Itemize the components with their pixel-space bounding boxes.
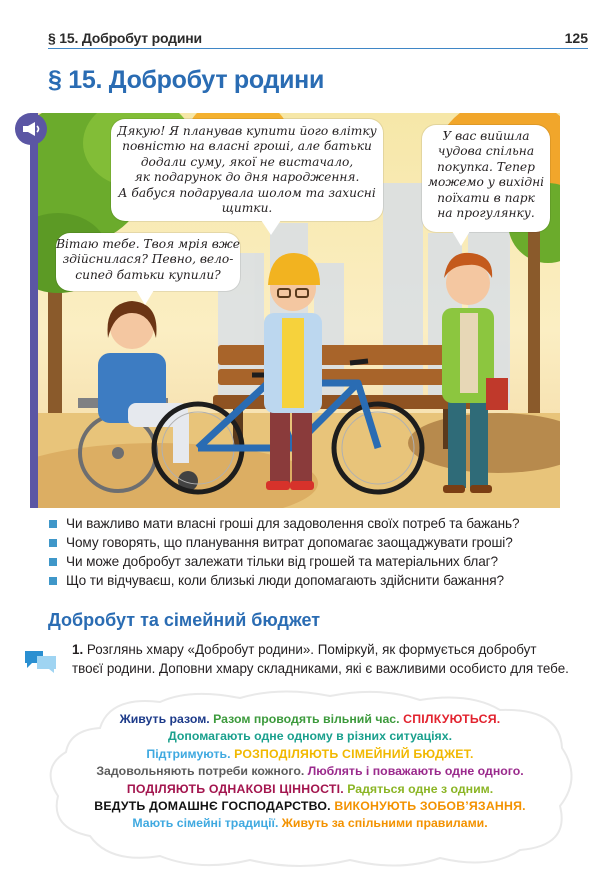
cloud-line: Задовольняють потреби кожного. Люблять і поважають одне одного. xyxy=(96,764,524,779)
question-item: Чи важливо мати власні гроші для задоволення своїх потреб та бажань? xyxy=(46,514,519,533)
bubble-line: чудова спільна xyxy=(437,144,535,159)
section-marker-bar xyxy=(30,113,38,508)
cloud-line: Допомагають одне одному в різних ситуаціях. xyxy=(168,729,452,744)
question-item: Чому говорять, що планування витрат допомагає заощаджувати гроші? xyxy=(46,533,519,552)
bullet-square-icon xyxy=(49,520,57,528)
task-number: 1. xyxy=(72,642,84,657)
cloud-line: Живуть разом. Разом проводять вільний час. СПІЛКУЮТЬСЯ. xyxy=(119,712,501,726)
bubble-line: здійснилася? Певно, вело- xyxy=(62,252,234,267)
discussion-questions xyxy=(46,514,519,590)
question-item: Чи може добробут залежати тільки від грошей та матеріальних благ? xyxy=(46,552,519,571)
bubble-line: сипед батьки купили? xyxy=(75,267,221,282)
bubble-line: додали суму, якої не вистачало, xyxy=(140,154,354,169)
bubble-line: Вітаю тебе. Твоя мрія вже xyxy=(56,237,240,251)
speech-bubble-right xyxy=(422,125,550,232)
bubble-line: У вас вийшла xyxy=(442,129,530,143)
question-item: Що ти відчуваєш, коли близькі люди допомагають здійснити бажання? xyxy=(46,571,519,590)
bubble-line: Дякую! Я планував купити його влітку xyxy=(117,124,377,138)
task-1 xyxy=(72,640,570,678)
bubble-line: поїхати в парк xyxy=(437,190,535,205)
cloud-line: ПОДІЛЯЮТЬ ОДНАКОВІ ЦІННОСТІ. Радяться одне з одним. xyxy=(126,781,494,796)
running-header xyxy=(48,28,588,49)
task-text: Розглянь хмару «Добробут родини». Поміркуй, як формується добробут твоєї родини. Доповни хмару складниками, які є важливими особисто для тебе. xyxy=(72,642,569,676)
discussion-chat-icon xyxy=(23,648,59,679)
cloud-text xyxy=(60,711,560,833)
page-number: 125 xyxy=(564,30,588,46)
illustration xyxy=(38,113,560,508)
bubble-line: як подарунок до дня народження. xyxy=(134,170,360,185)
cloud-line: Підтримують. РОЗПОДІЛЯЮТЬ СІМЕЙНИЙ БЮДЖЕТ. xyxy=(146,746,474,761)
cloud-line: ВЕДУТЬ ДОМАШНЄ ГОСПОДАРСТВО. ВИКОНУЮТЬ ЗОБОВ’ЯЗАННЯ. xyxy=(94,799,526,814)
bubble-line: покупка. Тепер xyxy=(437,159,535,174)
page-title: § 15. Добробут родини xyxy=(48,66,325,94)
bubble-line: А бабуся подарувала шолом та захисні xyxy=(118,185,376,200)
speech-bubble-left xyxy=(56,233,240,291)
bullet-square-icon xyxy=(49,558,57,566)
bullet-square-icon xyxy=(49,539,57,547)
cloud-line: Мають сімейні традиції. Живуть за спільними правилами. xyxy=(132,816,488,831)
bullet-square-icon xyxy=(49,577,57,585)
bubble-line: повністю на власні гроші, але батьки xyxy=(122,139,372,154)
bubble-line: на прогулянку. xyxy=(437,206,535,221)
megaphone-icon xyxy=(15,113,47,145)
bubble-line: можемо у вихідні xyxy=(427,175,545,190)
section-heading: Добробут та сімейний бюджет xyxy=(48,610,321,630)
running-title: § 15. Добробут родини xyxy=(48,30,202,46)
bubble-line: щитки. xyxy=(221,201,273,216)
speech-bubble-center xyxy=(111,119,383,221)
